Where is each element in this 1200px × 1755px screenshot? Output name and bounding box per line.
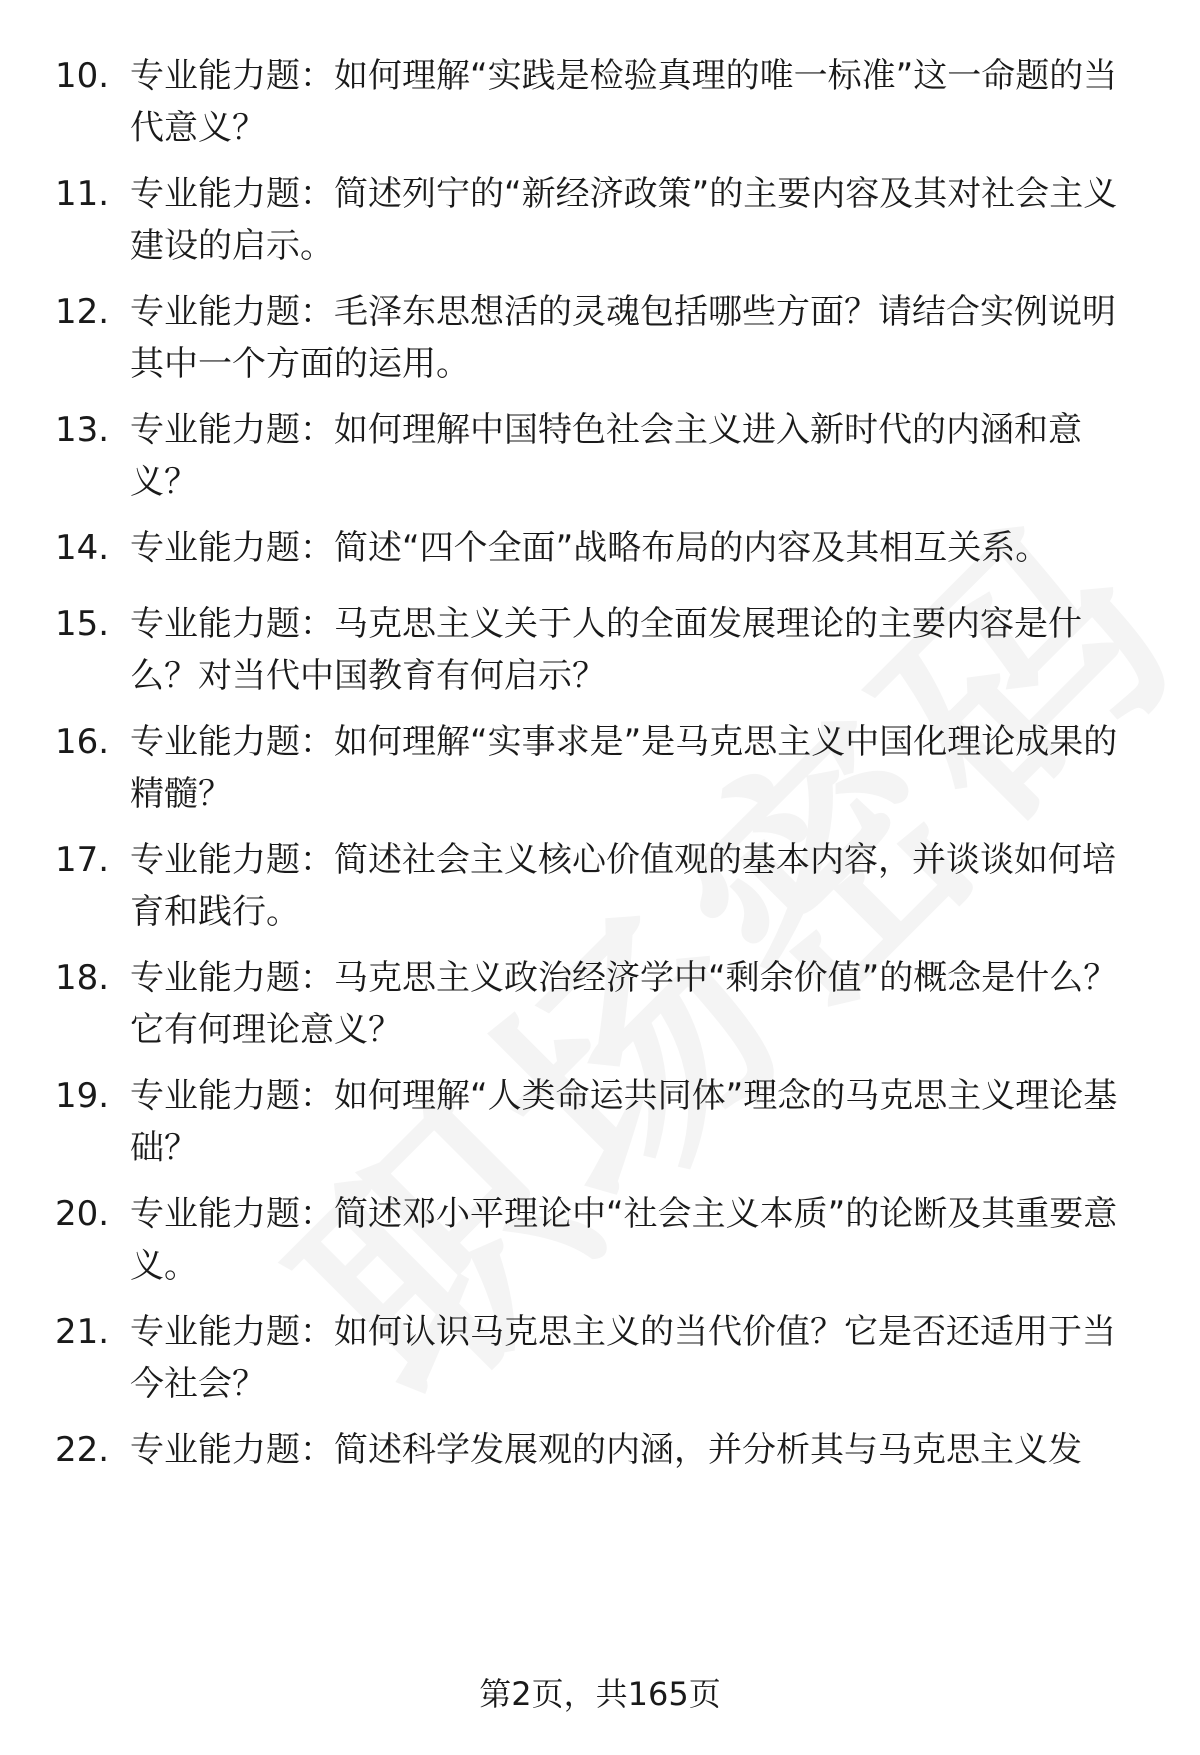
question-text: 专业能力题：简述“四个全面”战略布局的内容及其相互关系。 xyxy=(130,528,1050,568)
question-text: 专业能力题：简述科学发展观的内涵，并分析其与马克思主义发 xyxy=(130,1430,1082,1470)
question-number: 15. xyxy=(55,604,110,644)
question-number: 13. xyxy=(55,410,110,450)
question-text: 专业能力题：如何认识马克思主义的当代价值？它是否还适用于当今社会？ xyxy=(130,1312,1116,1404)
question-number: 21. xyxy=(55,1312,110,1352)
question-text: 专业能力题：如何理解“实践是检验真理的唯一标准”这一命题的当代意义？ xyxy=(130,56,1118,148)
question-text: 专业能力题：马克思主义政治经济学中“剩余价值”的概念是什么？它有何理论意义？ xyxy=(130,958,1118,1050)
question-number: 19. xyxy=(55,1076,110,1116)
question-text: 专业能力题：如何理解“人类命运共同体”理念的马克思主义理论基础？ xyxy=(130,1076,1118,1168)
question-number: 22. xyxy=(55,1430,110,1470)
question-number: 10. xyxy=(55,56,110,96)
question-text: 专业能力题：如何理解“实事求是”是马克思主义中国化理论成果的精髓？ xyxy=(130,722,1118,814)
question-number: 18. xyxy=(55,958,110,998)
question-text: 专业能力题：马克思主义关于人的全面发展理论的主要内容是什么？对当代中国教育有何启示？ xyxy=(130,604,1082,696)
question-number: 11. xyxy=(55,174,110,214)
question-number: 12. xyxy=(55,292,110,332)
page-number-label: 第2页，共165页 xyxy=(479,1675,721,1713)
question-text: 专业能力题：简述列宁的“新经济政策”的主要内容及其对社会主义建设的启示。 xyxy=(130,174,1118,266)
question-text: 专业能力题：简述邓小平理论中“社会主义本质”的论断及其重要意义。 xyxy=(130,1194,1118,1286)
question-number: 20. xyxy=(55,1194,110,1234)
question-number: 14. xyxy=(55,528,110,568)
question-number: 17. xyxy=(55,840,110,880)
question-text: 专业能力题：简述社会主义核心价值观的基本内容，并谈谈如何培育和践行。 xyxy=(130,840,1116,932)
page-footer xyxy=(0,1672,1200,1716)
question-text: 专业能力题：如何理解中国特色社会主义进入新时代的内涵和意义？ xyxy=(130,410,1082,502)
question-text: 专业能力题：毛泽东思想活的灵魂包括哪些方面？请结合实例说明其中一个方面的运用。 xyxy=(130,292,1116,384)
question-number: 16. xyxy=(55,722,110,762)
